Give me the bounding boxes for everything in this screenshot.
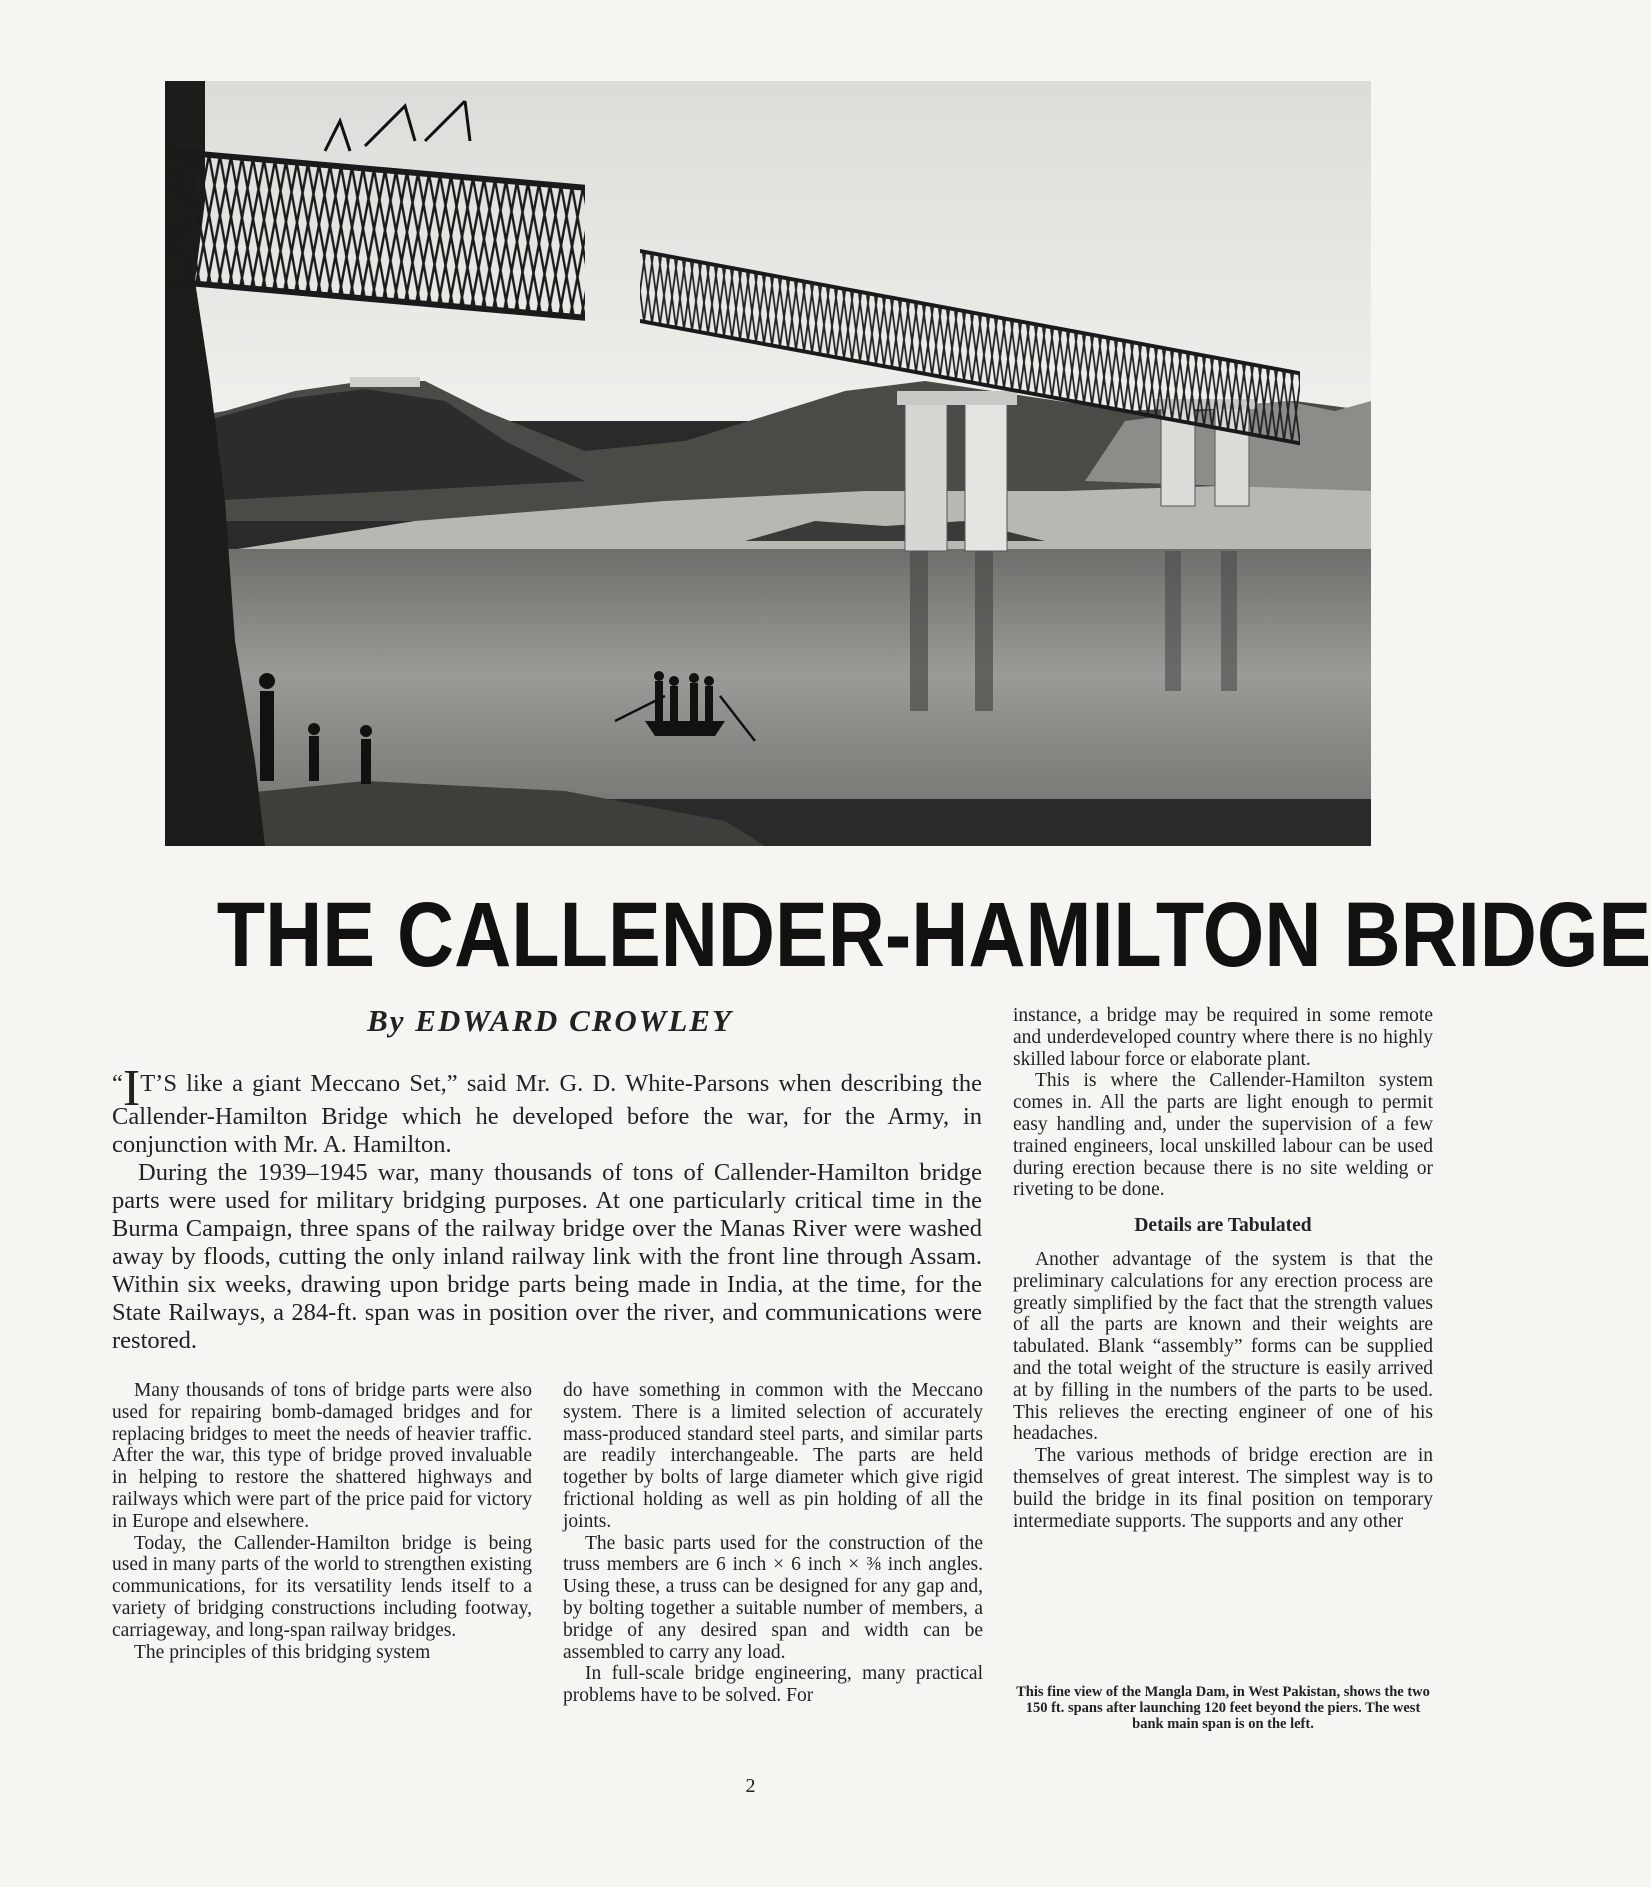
column-2-paragraph: The basic parts used for the construction of the truss members are 6 inch × 6 inch × ⅜ inch angles. Using these, a truss can be designed for any gap and, by bolting together a suitable number of members, a bridge of any desired span and width can be assembled to carry any load. xyxy=(563,1532,983,1663)
drop-cap: I xyxy=(122,1060,141,1117)
photo-caption: This fine view of the Mangla Dam, in West Pakistan, shows the two 150 ft. spans after launching 120 feet beyond the piers. The west bank main span is on the left. xyxy=(1016,1684,1430,1732)
column-3-paragraph: This is where the Callender-Hamilton system comes in. All the parts are light enough to permit easy handling and, under the supervision of a few trained engineers, local unskilled labour can be used during erection because there is no site welding or riveting to be done. xyxy=(1013,1070,1433,1201)
lead-paragraph-1 xyxy=(112,1060,982,1159)
column-1-paragraph: The principles of this bridging system xyxy=(134,1641,431,1663)
lead-open-quote: “ xyxy=(112,1070,123,1097)
bridge-photo xyxy=(165,81,1371,846)
column-3-paragraph: Another advantage of the system is that the preliminary calculations for any erection process are greatly simplified by the fact that the strength values of all the parts are known and their weights are tabulated. Blank “assembly” forms can be supplied and the total weight of the structure is easily arrived at by filling in the numbers of the parts to be used. This relieves the erecting engineer of one of his headaches. xyxy=(1013,1248,1433,1445)
page-number: 2 xyxy=(745,1775,756,1797)
column-2-paragraph: In full-scale bridge engineering, many practical problems have to be solved. For xyxy=(563,1663,983,1707)
article-title: THE CALLENDER-HAMILTON BRIDGE xyxy=(216,884,1651,986)
column-1 xyxy=(112,1380,532,1663)
lead-paragraph-1-text: T’S like a giant Meccano Set,” said Mr. G. D. White-Parsons when describing the Callender-Hamilton Bridge which he developed before the war, for the Army, in conjunction with Mr. A. Hamilton. xyxy=(112,1070,982,1158)
section-heading: Details are Tabulated xyxy=(1134,1215,1312,1237)
column-1-paragraph: Many thousands of tons of bridge parts were also used for repairing bomb-damaged bridges and for replacing bridges to meet the needs of heavier traffic. After the war, this type of bridge proved invaluable in helping to restore the shattered highways and railways which were part of the price paid for victory in Europe and elsewhere. xyxy=(112,1380,532,1532)
bridge-photo-illustration xyxy=(165,81,1371,846)
byline: By EDWARD CROWLEY xyxy=(367,1003,733,1038)
lead-paragraph-2: During the 1939–1945 war, many thousands of tons of Callender-Hamilton bridge parts were used for military bridging purposes. At one particularly critical time in the Burma Campaign, three spans of the railway bridge over the Manas River were washed away by floods, cutting the only inland railway link with the front line through Assam. Within six weeks, drawing upon bridge parts being made in India, at the time, for the State Railways, a 284-ft. span was in position over the river, and communications were restored. xyxy=(112,1159,982,1354)
column-2 xyxy=(563,1380,983,1707)
column-3-paragraph: The various methods of bridge erection are in themselves of great interest. The simplest way is to build the bridge in its final position on temporary intermediate supports. The supports and any other xyxy=(1013,1445,1433,1532)
lead-text xyxy=(112,1060,982,1355)
column-2-paragraph: do have something in common with the Meccano system. There is a limited selection of accurately mass-produced standard steel parts, and similar parts are readily interchangeable. The parts are held together by bolts of large diameter which give rigid frictional holding as well as pin holding of all the joints. xyxy=(563,1380,983,1532)
column-3 xyxy=(1013,1005,1433,1532)
column-1-paragraph: Today, the Callender-Hamilton bridge is being used in many parts of the world to strengthen existing communications, for its versatility lends itself to a variety of bridging constructions including footway, carriageway, and long-span railway bridges. xyxy=(112,1532,532,1641)
column-3-paragraph: instance, a bridge may be required in some remote and underdeveloped country where there is no highly skilled labour force or elaborate plant. xyxy=(1013,1005,1433,1070)
